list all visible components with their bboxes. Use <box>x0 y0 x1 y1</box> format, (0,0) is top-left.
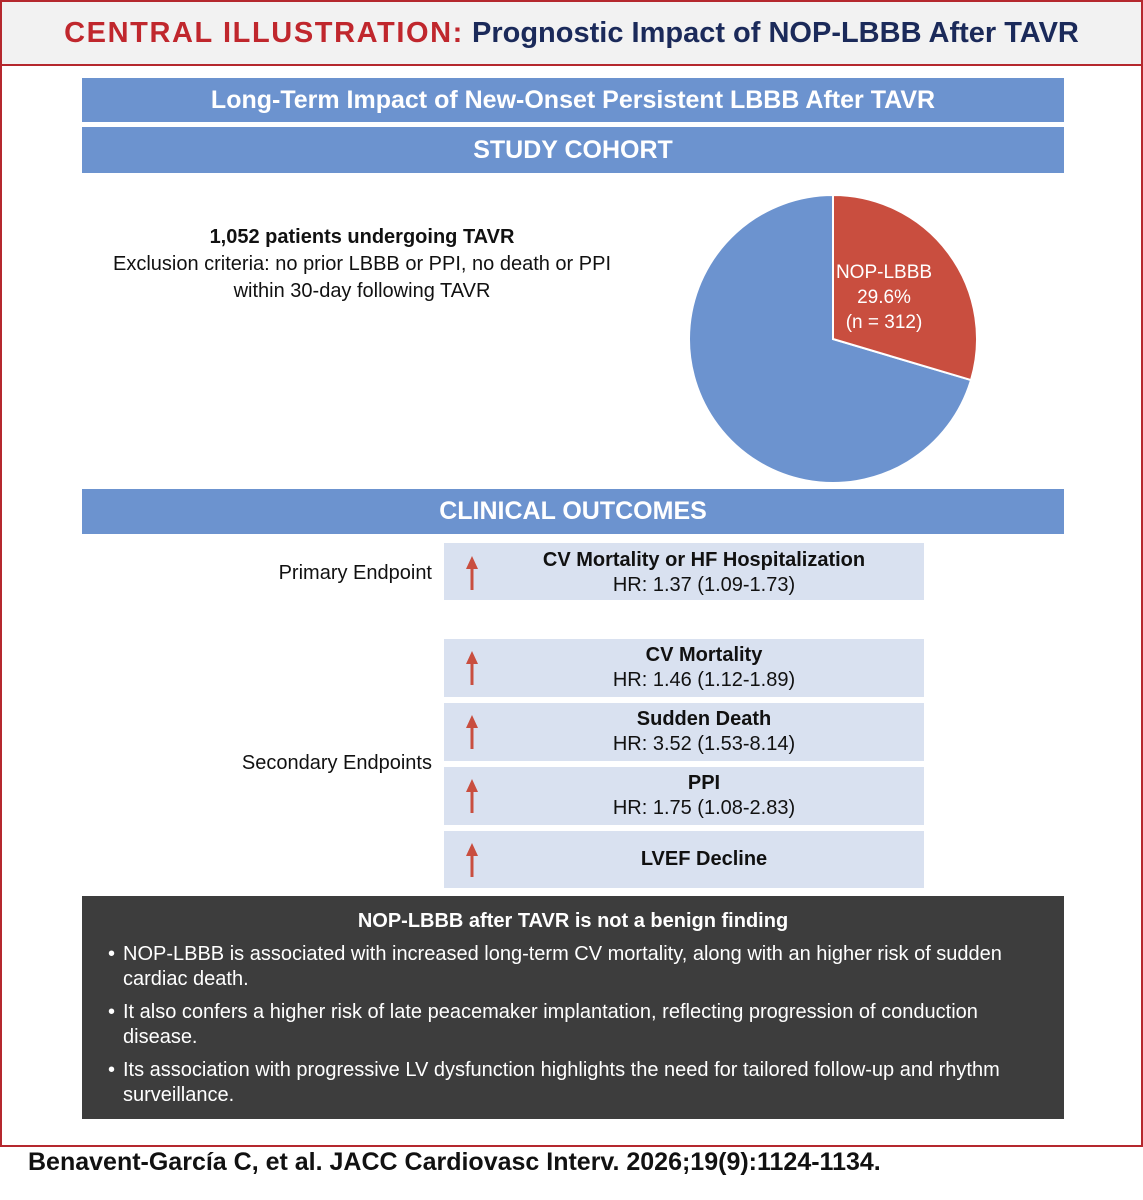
citation: Benavent-García C, et al. JACC Cardiovasc Interv. 2026;19(9):1124-1134. <box>28 1148 881 1176</box>
outcome-ppi <box>444 767 924 825</box>
cohort-patients: 1,052 patients undergoing TAVR <box>209 226 515 248</box>
conclusion-bullet: • Its association with progressive LV dysfunction highlights the need for tailored follow-up and rhythm surveillance. <box>114 1058 1044 1108</box>
pie-label-name: NOP-LBBB <box>835 262 933 283</box>
pie-label-count: (n = 312) <box>845 312 923 333</box>
arrow-up-icon <box>466 651 478 685</box>
conclusion-bullet: • It also confers a higher risk of late peacemaker implantation, reflecting progression of conduction disease. <box>114 1000 1044 1050</box>
primary-endpoint-label: Primary Endpoint <box>278 562 432 584</box>
outcome-sudden-death <box>444 703 924 761</box>
header-title: Prognostic Impact of NOP-LBBB After TAVR <box>472 16 1079 49</box>
conclusion-bullets <box>114 942 1044 1116</box>
clinical-outcomes-heading: CLINICAL OUTCOMES <box>82 489 1064 534</box>
header <box>64 17 1079 50</box>
cohort-exclusion: Exclusion criteria: no prior LBBB or PPI, no death or PPI within 30-day following TAVR <box>112 253 612 302</box>
arrow-up-icon <box>466 843 478 877</box>
outcome-name: LVEF Decline <box>640 848 768 870</box>
outcome-cv-mortality <box>444 639 924 697</box>
arrow-up-icon <box>466 556 478 590</box>
arrow-up-icon <box>466 715 478 749</box>
outcome-name: Sudden Death <box>636 708 772 730</box>
outcome-hr: HR: 1.46 (1.12-1.89) <box>612 669 796 691</box>
outcome-lvef-decline <box>444 831 924 888</box>
cohort-pie-chart <box>687 193 979 485</box>
conclusion-box <box>82 896 1064 1119</box>
banner-title: Long-Term Impact of New-Onset Persistent LBBB After TAVR <box>82 78 1064 122</box>
outcome-name: PPI <box>687 772 721 794</box>
study-cohort-heading: STUDY COHORT <box>82 127 1064 173</box>
outcome-hr: HR: 3.52 (1.53-8.14) <box>612 733 796 755</box>
conclusion-title: NOP-LBBB after TAVR is not a benign finding <box>357 910 789 932</box>
cohort-description <box>112 224 612 305</box>
arrow-up-icon <box>466 779 478 813</box>
outcome-primary-text <box>484 548 924 598</box>
outcome-sudden-death-text <box>484 707 924 757</box>
conclusion-bullet: • NOP-LBBB is associated with increased long-term CV mortality, along with an higher risk of sudden cardiac death. <box>114 942 1044 992</box>
header-bar <box>2 2 1141 66</box>
outcome-cv-mortality-text <box>484 643 924 693</box>
pie-slice-label <box>824 260 944 335</box>
outcome-hr: HR: 1.75 (1.08-2.83) <box>612 797 796 819</box>
outcome-primary <box>444 543 924 600</box>
header-label: CENTRAL ILLUSTRATION: <box>64 16 464 49</box>
outcome-hr: HR: 1.37 (1.09-1.73) <box>612 574 796 596</box>
secondary-endpoints-label: Secondary Endpoints <box>241 752 432 774</box>
outcome-lvef-decline-text <box>484 847 924 872</box>
outcome-name: CV Mortality or HF Hospitalization <box>542 549 866 571</box>
outcome-name: CV Mortality <box>645 644 763 666</box>
outcome-ppi-text <box>484 771 924 821</box>
pie-label-percent: 29.6% <box>857 287 911 308</box>
